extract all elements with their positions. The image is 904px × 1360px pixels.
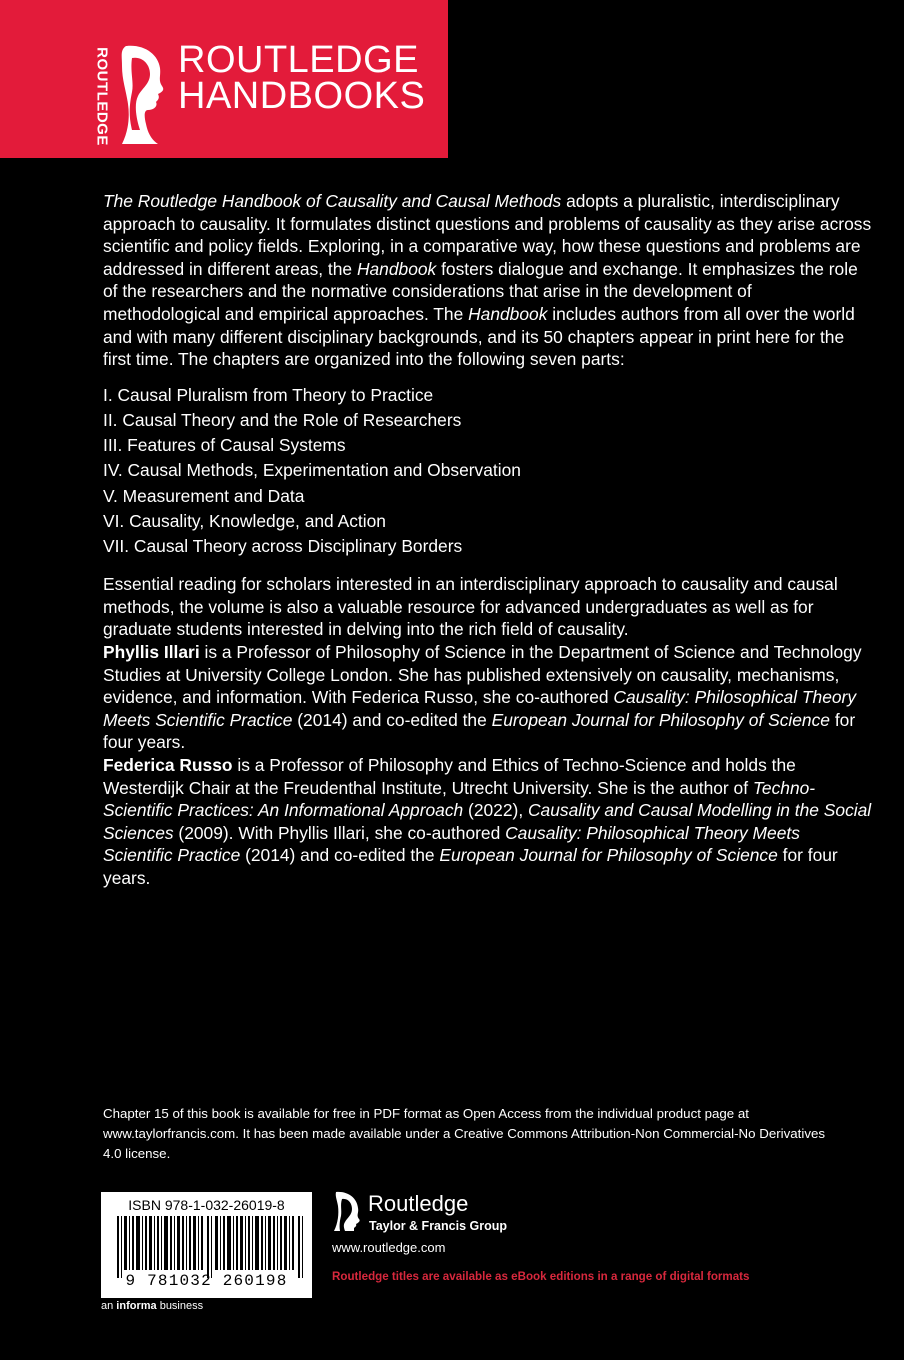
informa-business-tag — [101, 1300, 203, 1312]
book-title: The Routledge Handbook of Causality and Causal Methods — [103, 191, 562, 211]
publisher-website[interactable]: www.routledge.com — [332, 1240, 446, 1255]
description-text-c: includes authors from all over the world and with many different disciplinary backgrounds, and its 50 chapters appear in print here for the first time. The chapters are organized into the following seven parts: — [103, 303, 855, 370]
author-name: Phyllis Illari — [103, 641, 200, 662]
bio-text: (2009). With Phyllis Illari, she co-authored — [173, 822, 506, 843]
list-item: III. Features of Causal Systems — [103, 435, 346, 456]
description-paragraph — [103, 190, 873, 371]
publisher-group: Taylor & Francis Group — [369, 1219, 507, 1233]
list-item: VI. Causality, Knowledge, and Action — [103, 510, 386, 531]
informa-post: business — [156, 1300, 204, 1312]
book-reference: Causality: Philosophical Theory Meets Scientific Practice — [103, 822, 800, 866]
bio-text: (2014) and co-edited the — [292, 709, 492, 730]
bio-text: is a Professor of Philosophy and Ethics of Techno-Science and holds the Westerdijk Chair at the Freudenthal Institute, Utrecht University. She is the author of — [103, 754, 796, 798]
book-reference: Causality and Causal Modelling in the Social Sciences — [103, 800, 872, 843]
author-bio-russo — [103, 754, 873, 890]
informa-bold: informa — [116, 1300, 157, 1312]
list-item: V. Measurement and Data — [103, 485, 305, 506]
isbn-barcode-box — [101, 1192, 312, 1298]
informa-pre: an — [101, 1300, 117, 1312]
journal-reference: European Journal for Philosophy of Science — [439, 845, 778, 866]
bio-text: is a Professor of Philosophy of Science in the Department of Science and Technology Studies at University College London. She has published extensively on causality, mechanisms, evidence, and information. With Federica Russo, she co-authored — [103, 641, 862, 708]
journal-reference: European Journal for Philosophy of Science — [491, 709, 830, 730]
barcode-digits: 9 781032 260198 — [125, 1272, 288, 1290]
handbook-word-2: Handbook — [468, 303, 548, 324]
isbn-label: ISBN 978-1-032-26019-8 — [128, 1197, 285, 1213]
vertical-brand-text: ROUTLEDGE — [93, 47, 111, 146]
description-text-a: adopts a pluralistic, interdisciplinary approach to causality. It formulates distinct questions and problems of causality as they arise across scientific and policy fields. Exploring, in a comparative way, how these questions and problems are addressed in different areas, the — [103, 191, 872, 279]
routledge-logo-icon — [332, 1190, 362, 1232]
book-reference: Techno-Scientific Practices: An Informational Approach — [103, 777, 816, 821]
series-line-1: ROUTLEDGE — [178, 39, 419, 81]
bio-text: (2014) and co-edited the — [240, 845, 440, 866]
profile-silhouette-icon — [118, 44, 168, 146]
essential-reading-paragraph: Essential reading for scholars interested in an interdisciplinary approach to causality and causal methods, the volume is also a valuable resource for advanced undergraduates as well as for graduate students interested in delving into the rich field of causality. — [103, 574, 838, 640]
ebook-availability-note: Routledge titles are available as eBook editions in a range of digital formats — [332, 1270, 750, 1283]
parts-list — [103, 383, 873, 559]
series-line-2: HANDBOOKS — [178, 75, 426, 117]
list-item: I. Causal Pluralism from Theory to Practice — [103, 384, 434, 405]
bio-text: for four years. — [103, 845, 838, 888]
barcode-icon — [115, 1216, 305, 1278]
description-text-b: fosters dialogue and exchange. It emphasizes the role of the researchers and the normative considerations that arise in the development of methodological and empirical approaches. The — [103, 258, 858, 324]
open-access-note: Chapter 15 of this book is available for free in PDF format as Open Access from the individual product page at www.taylorfrancis.com. It has been made available under a Creative Commons Attribution-Non Commercial-No Derivatives 4.0 license. — [103, 1106, 826, 1161]
list-item: VII. Causal Theory across Disciplinary Borders — [103, 535, 463, 556]
list-item: II. Causal Theory and the Role of Researchers — [103, 409, 462, 430]
list-item: IV. Causal Methods, Experimentation and Observation — [103, 460, 521, 481]
bio-text: (2022), — [463, 800, 528, 821]
publisher-name: Routledge — [368, 1191, 469, 1216]
back-cover-text — [103, 190, 873, 889]
series-banner — [0, 0, 448, 158]
author-bio-illari — [103, 641, 873, 754]
series-title — [178, 39, 426, 117]
bio-text: for four years. — [103, 709, 856, 753]
book-reference: Causality: Philosophical Theory Meets Scientific Practice — [103, 687, 857, 730]
handbook-word-1: Handbook — [356, 258, 437, 279]
author-name: Federica Russo — [103, 754, 233, 775]
